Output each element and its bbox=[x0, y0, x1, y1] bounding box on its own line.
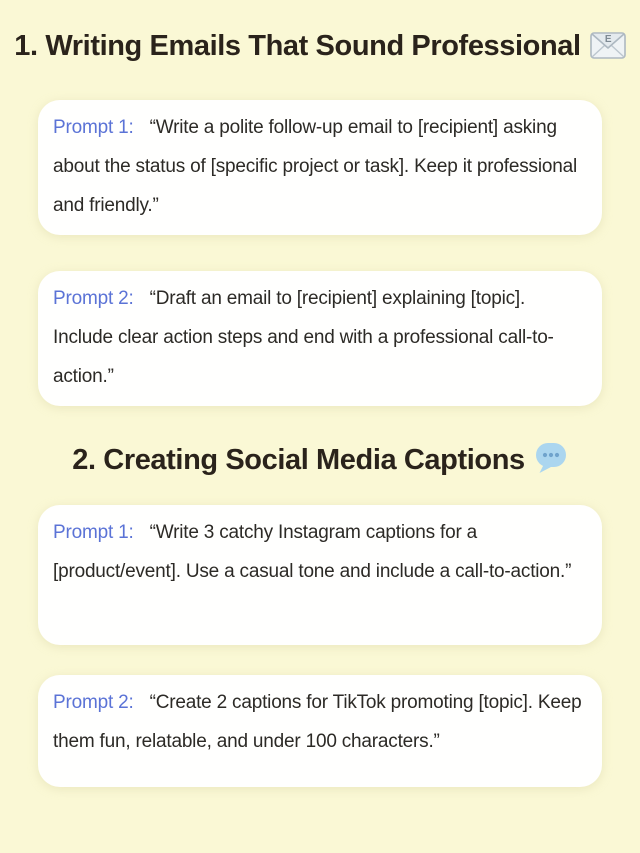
prompt-text: “Draft an email to [recipient] explaining [topic]. Include clear action steps and end with a professional call-to-action.” bbox=[53, 288, 554, 387]
prompt-label: Prompt 1: bbox=[53, 522, 134, 543]
prompt-card bbox=[38, 100, 602, 235]
prompt-card bbox=[38, 675, 602, 787]
section-1-heading bbox=[0, 30, 640, 68]
section-2-heading bbox=[0, 441, 640, 482]
section-1-heading-text: 1. Writing Emails That Sound Professional bbox=[14, 30, 581, 62]
email-icon bbox=[590, 31, 626, 68]
prompt-label: Prompt 2: bbox=[53, 288, 134, 309]
svg-text:E: E bbox=[604, 34, 611, 45]
prompt-text: “Write a polite follow-up email to [recipient] asking about the status of [specific project or task]. Keep it professional and friendly.” bbox=[53, 117, 577, 216]
speech-balloon-icon bbox=[534, 441, 568, 482]
prompt-card bbox=[38, 271, 602, 406]
prompt-text: “Create 2 captions for TikTok promoting [topic]. Keep them fun, relatable, and under 100 characters.” bbox=[53, 692, 582, 752]
section-2-heading-text: 2. Creating Social Media Captions bbox=[72, 444, 525, 476]
prompt-card bbox=[38, 505, 602, 645]
prompt-label: Prompt 1: bbox=[53, 117, 134, 138]
prompt-label: Prompt 2: bbox=[53, 692, 134, 713]
prompt-text: “Write 3 catchy Instagram captions for a [product/event]. Use a casual tone and include a call-to-action.” bbox=[53, 522, 572, 582]
